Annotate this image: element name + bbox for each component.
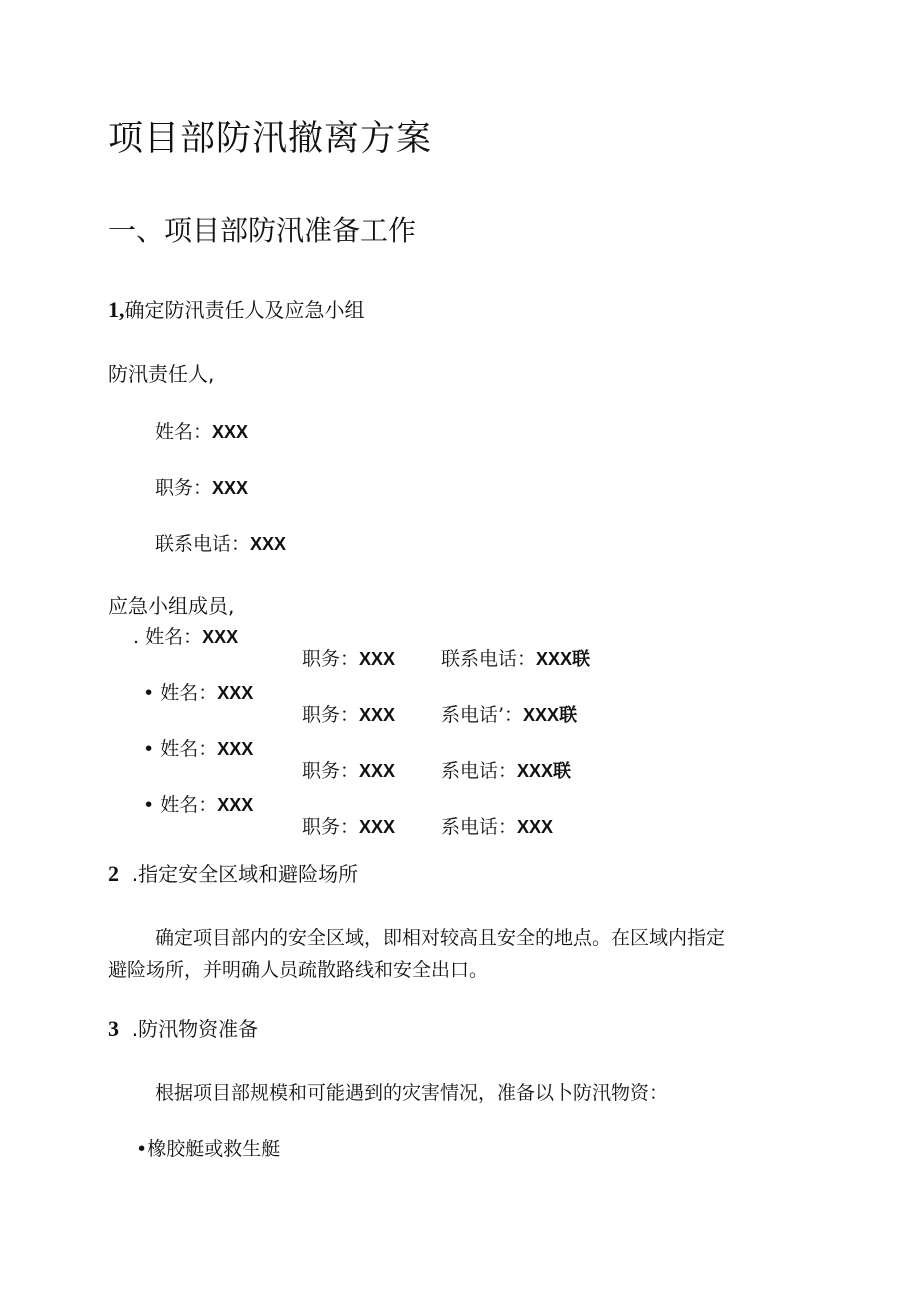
member-phone-value: XXX联	[517, 761, 572, 781]
responsible-phone	[155, 533, 286, 556]
member-bullet: •	[143, 682, 155, 704]
subsection-heading-1	[108, 297, 365, 323]
member-phone	[441, 704, 577, 727]
member-name-label: 姓名：	[160, 682, 218, 704]
name-label: 姓名：	[155, 421, 213, 443]
paragraph-line: 确定项目部内的安全区域，即相对较高且安全的地点。在区域内指定	[155, 927, 726, 949]
member-name-label: 姓名：	[160, 794, 218, 816]
subsection-number: 3	[108, 1016, 119, 1041]
member-bullet: •	[143, 738, 155, 760]
member-name-value: XXX	[217, 795, 254, 815]
paragraph: 根据项目部规模和可能遇到的灾害情况，准备以卜防汛物资：	[155, 1082, 669, 1104]
member-position-value: XXX	[359, 761, 396, 781]
section-heading-1: 一、项目部防汛准备工作	[108, 214, 417, 247]
member-position-label: 职务：	[302, 648, 360, 670]
position-label: 职务：	[155, 477, 213, 499]
member-position-value: XXX	[359, 817, 396, 837]
subsection-title: .防汛物资准备	[131, 1017, 259, 1041]
team-label: 应急小组成员,	[108, 594, 235, 618]
list-bullet: •	[136, 1138, 148, 1160]
member-position-label: 职务：	[302, 760, 360, 782]
subsection-title: .指定安全区域和避险场所	[131, 862, 359, 886]
member-position-label: 职务：	[302, 704, 360, 726]
position-value: XXX	[212, 478, 249, 498]
name-value: XXX	[212, 422, 249, 442]
subsection-number: 2	[108, 861, 119, 886]
member-phone-value: XXX联	[536, 649, 591, 669]
subsection-heading-2	[108, 861, 358, 887]
subsection-title: 确定防汛责任人及应急小组	[124, 298, 365, 322]
subsection-number: 1,	[108, 297, 125, 322]
member-name-value: XXX	[202, 627, 239, 647]
member-position-value: XXX	[359, 649, 396, 669]
member-position-value: XXX	[359, 705, 396, 725]
member-phone-label: 系电话’：	[441, 704, 524, 726]
member-phone-value: XXX联	[523, 705, 578, 725]
document-title: 项目部防汛撤离方案	[108, 119, 433, 159]
member-phone	[441, 648, 590, 671]
member-name-label: 姓名：	[160, 738, 218, 760]
member-name-label: 姓名：	[145, 626, 203, 648]
subsection-heading-3	[108, 1016, 258, 1042]
member-name	[133, 626, 238, 649]
phone-label: 联系电话：	[155, 533, 251, 555]
member-bullet: •	[143, 794, 155, 816]
phone-value: XXX	[250, 534, 287, 554]
member-position	[302, 760, 395, 783]
member-phone-value: XXX	[517, 817, 554, 837]
member-position-label: 职务：	[302, 816, 360, 838]
member-name	[143, 738, 253, 761]
member-position	[302, 704, 395, 727]
member-position	[302, 648, 395, 671]
list-item	[136, 1138, 280, 1161]
responsible-name	[155, 421, 248, 444]
member-phone-label: 联系电话：	[441, 648, 537, 670]
member-position	[302, 816, 395, 839]
responsible-position	[155, 477, 248, 500]
member-name	[143, 682, 253, 705]
paragraph-line: 避险场所，并明确人员疏散路线和安全出口。	[108, 959, 489, 981]
member-name-value: XXX	[217, 683, 254, 703]
member-phone-label: 系电话：	[441, 816, 518, 838]
member-phone	[441, 760, 571, 783]
member-phone-label: 系电话：	[441, 760, 518, 782]
list-item-text: 橡胶艇或救生艇	[147, 1138, 281, 1160]
responsible-label: 防汛责任人,	[108, 362, 215, 386]
member-phone	[441, 816, 553, 839]
member-bullet: .	[133, 626, 140, 648]
member-name-value: XXX	[217, 739, 254, 759]
member-name	[143, 794, 253, 817]
